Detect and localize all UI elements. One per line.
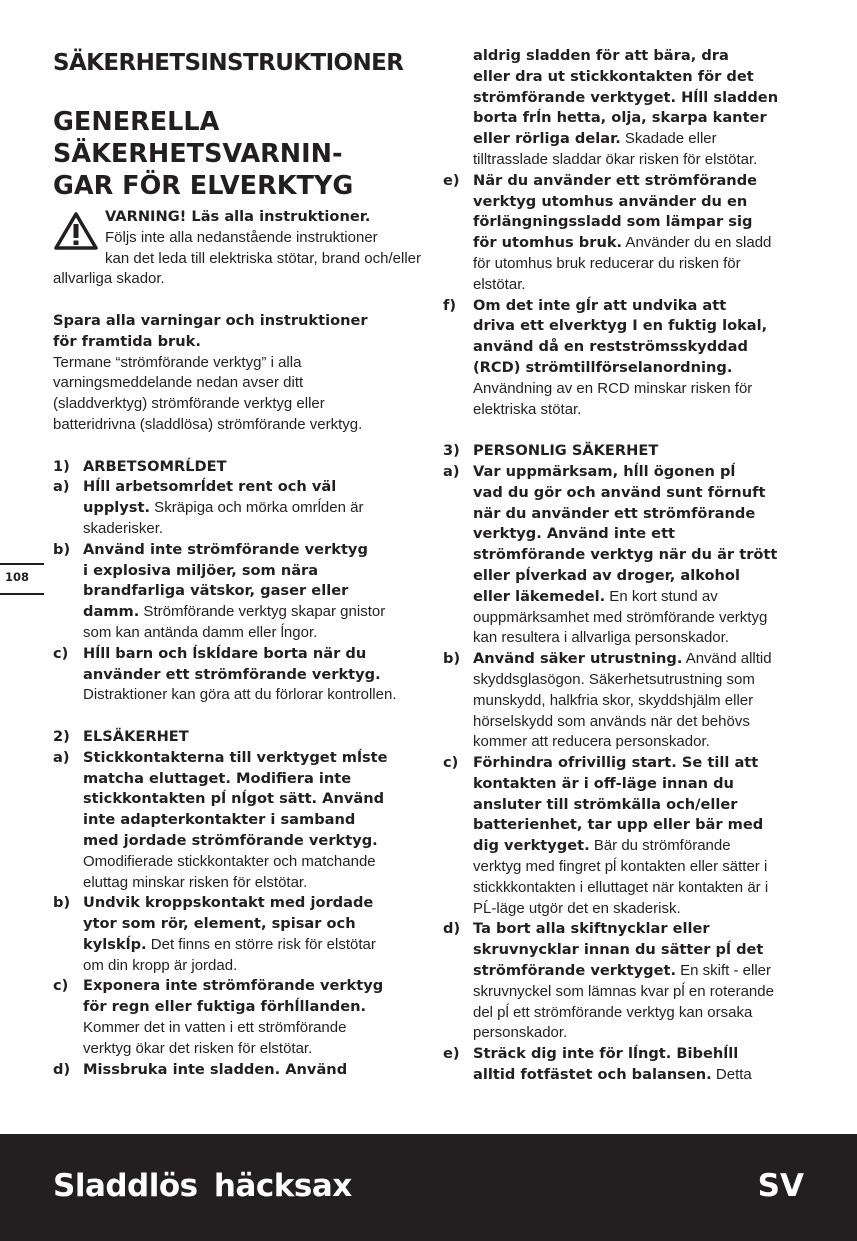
save-text: batteridrivna (sladdlösa) strömförande verktyg. <box>53 415 363 433</box>
item-bold: Exponera inte strömförande verktyg <box>83 977 384 995</box>
item-bold: eller läkemedel. <box>473 587 606 605</box>
item-label: d) <box>53 1060 71 1078</box>
footer-bar <box>0 1134 857 1241</box>
item-text: Använd alltid <box>682 650 772 668</box>
item-bold: matcha eluttaget. Modifiera inte <box>83 769 352 787</box>
list-item <box>443 296 805 421</box>
item-bold: eller pĺverkad av droger, alkohol <box>473 566 740 584</box>
main-heading <box>53 106 421 202</box>
save-instructions <box>53 311 421 436</box>
heading-line: GAR FÖR ELVERKTYG <box>53 171 354 201</box>
section-heading-text: ARBETSOMRĹDET <box>83 457 227 475</box>
item-text: kommer att reducera personskador. <box>473 733 710 751</box>
item-bold: När du använder ett strömförande <box>473 171 758 189</box>
item-bold: med jordade strömförande verktyg. <box>83 831 378 849</box>
divider <box>0 563 44 565</box>
item-bold: strömförande verktyg när du är trött <box>473 546 778 564</box>
warning-triangle-icon <box>53 211 99 251</box>
item-bold: Stickkontakterna till verktyget mĺste <box>83 748 388 766</box>
page-number-tab <box>0 563 44 595</box>
item-bold: (RCD) strömtillförselanordning. <box>473 358 733 376</box>
item-text: stickkkontakten i elluttaget när kontakten är i <box>473 878 769 896</box>
item-bold: strömförande verktyget. <box>473 962 676 980</box>
item-text: eluttag minskar risken för elstötar. <box>83 873 308 891</box>
item-text: Skadade eller <box>620 130 717 148</box>
item-text: hörselskydd som används när det behövs <box>473 712 750 730</box>
item-text: del pĺ ett strömförande verktyg kan orsaka <box>473 1003 753 1021</box>
item-label: d) <box>443 920 461 938</box>
item-bold: inte adapterkontakter i samband <box>83 811 356 829</box>
item-label: b) <box>443 650 461 668</box>
list-item <box>53 644 421 706</box>
item-bold: eller dra ut stickkontakten för det <box>473 67 754 85</box>
section-heading-text: ELSÄKERHET <box>83 727 189 745</box>
item-text: Det finns en större risk för elstötar <box>146 935 376 953</box>
item-text: skyddsglasögon. Säkerhetsutrustning som <box>473 670 755 688</box>
item-text: Strömförande verktyg skapar gnistor <box>139 603 386 621</box>
item-bold: Ta bort alla skiftnycklar eller <box>473 920 710 938</box>
item-text: Distraktioner kan göra att du förlorar kontrollen. <box>83 686 397 704</box>
warning-text: allvarliga skador. <box>53 270 165 288</box>
item-bold: Undvik kroppskontakt med jordade <box>83 894 374 912</box>
item-bold: strömförande verktyget. Hĺll sladden <box>473 88 779 106</box>
list-item <box>443 1044 805 1086</box>
section-heading-text: PERSONLIG SÄKERHET <box>473 442 659 460</box>
item-text: skruvnyckel som lämnas kvar pĺ en roterande <box>473 982 774 1000</box>
item-text: elstötar. <box>473 275 526 293</box>
item-text: om din kropp är jordad. <box>83 956 238 974</box>
item-bold: i explosiva miljöer, som nära <box>83 561 319 579</box>
item-bold: för utomhus bruk. <box>473 234 623 252</box>
item-label: c) <box>53 644 69 662</box>
section-title: SÄKERHETSINSTRUKTIONER <box>53 50 404 76</box>
save-text: (sladdverktyg) strömförande verktyg eller <box>53 395 325 413</box>
item-text: verktyg ökar det risken för elstötar. <box>83 1039 313 1057</box>
section-heading <box>443 441 805 462</box>
item-text: ouppmärksamhet med strömförande verktyg <box>473 608 768 626</box>
item-bold: skruvnycklar innan du sätter pĺ det <box>473 941 764 959</box>
item-text: kan resultera i allvarliga personskador. <box>473 629 729 647</box>
list-item <box>443 171 805 296</box>
item-label: b) <box>53 894 71 912</box>
item-bold: använd då en restströmsskyddad <box>473 338 748 356</box>
item-bold: aldrig sladden för att bära, dra <box>473 47 729 64</box>
warning-block <box>53 207 421 290</box>
item-bold: Använd säker utrustning. <box>473 650 683 668</box>
item-text: Kommer det in vatten i ett strömförande <box>83 1019 347 1037</box>
list-item <box>53 893 421 976</box>
item-label: f) <box>443 296 457 314</box>
item-bold: borta frĺn hetta, olja, skarpa kanter <box>473 109 767 127</box>
item-bold: när du använder ett strömförande <box>473 504 756 522</box>
item-text: verktyg med fingret pĺ kontakten eller sätter i <box>473 858 768 876</box>
warning-text: kan det leda till elektriska stötar, brand och/eller <box>105 249 422 267</box>
item-bold: Förhindra ofrivillig start. Se till att <box>473 754 759 772</box>
save-bold: Spara alla varningar och instruktioner <box>53 311 368 329</box>
item-text: för utomhus bruk reducerar du risken för <box>473 254 741 272</box>
item-bold: batterienhet, tar upp eller bär med <box>473 816 764 834</box>
list-item <box>53 1060 421 1081</box>
right-column <box>443 46 805 1086</box>
item-text: tilltrasslade sladdar ökar risken för elstötar. <box>473 150 758 168</box>
item-bold: Använd inte strömförande verktyg <box>83 540 368 558</box>
language-code: SV <box>757 1168 804 1204</box>
item-text: PĹ-läge utgör det en skaderisk. <box>473 899 681 917</box>
item-bold: Var uppmärksam, hĺll ögonen pĺ <box>473 462 736 480</box>
item-label: c) <box>53 977 69 995</box>
item-text: skaderisker. <box>83 519 164 537</box>
page-number: 108 <box>4 570 29 584</box>
item-bold: för regn eller fuktiga förhĺllanden. <box>83 998 367 1016</box>
item-label: a) <box>53 748 70 766</box>
item-text: Omodifierade stickkontakter och matchande <box>83 852 376 870</box>
list-item-continued <box>443 46 805 171</box>
item-bold: alltid fotfästet och balansen. <box>473 1066 712 1084</box>
item-bold: Missbruka inte sladden. Använd <box>83 1060 348 1078</box>
item-text: elektriska stötar. <box>473 400 582 418</box>
item-bold: ytor som rör, element, spisar och <box>83 915 356 933</box>
list-item <box>443 462 805 649</box>
warning-text: Följs inte alla nedanstående instruktioner <box>105 228 378 246</box>
save-text: Termane “strömförande verktyg” i alla <box>53 353 302 371</box>
save-bold: för framtida bruk. <box>53 332 201 350</box>
item-bold: kylskĺp. <box>83 935 147 953</box>
item-label: e) <box>443 171 460 189</box>
left-column <box>53 46 421 1080</box>
heading-line: SÄKERHETSVARNIN- <box>53 139 343 169</box>
item-text: En kort stund av <box>605 587 718 605</box>
item-bold: Hĺll arbetsomrĺdet rent och väl <box>83 478 337 496</box>
item-bold: dig verktyget. <box>473 837 590 855</box>
item-bold: stickkontakten pĺ nĺgot sätt. Använd <box>83 790 385 808</box>
item-text: som kan antända damm eller ĺngor. <box>83 623 318 641</box>
item-bold: damm. <box>83 603 140 621</box>
section-number: 1) <box>53 457 70 475</box>
warning-bold: VARNING! Läs alla instruktioner. <box>105 208 371 225</box>
item-bold: upplyst. <box>83 499 151 517</box>
item-label: c) <box>443 754 459 772</box>
list-item <box>443 753 805 919</box>
section-heading <box>53 727 421 748</box>
section-number: 3) <box>443 442 460 460</box>
list-item <box>53 976 421 1059</box>
divider <box>0 593 44 595</box>
item-bold: ansluter till strömkälla och/eller <box>473 795 738 813</box>
item-bold: använder ett strömförande verktyg. <box>83 665 381 683</box>
list-item <box>53 748 421 894</box>
item-bold: kontakten är i off-läge innan du <box>473 774 734 792</box>
section-number: 2) <box>53 727 70 745</box>
item-bold: vad du gör och använd sunt förnuft <box>473 483 766 501</box>
list-item <box>53 540 421 644</box>
section-heading <box>53 457 421 478</box>
list-item <box>53 477 421 539</box>
item-bold: verktyg utomhus använder du en <box>473 192 748 210</box>
item-bold: verktyg. Använd inte ett <box>473 525 676 543</box>
product-title: Sladdlös häcksax <box>53 1168 352 1204</box>
item-bold: driva ett elverktyg I en fuktig lokal, <box>473 317 768 335</box>
list-item <box>443 919 805 1044</box>
item-text: Använder du en sladd <box>622 234 772 252</box>
item-label: e) <box>443 1045 460 1063</box>
heading-line: GENERELLA <box>53 107 220 137</box>
save-text: varningsmeddelande nedan avser ditt <box>53 374 304 392</box>
item-label: a) <box>53 478 70 496</box>
item-bold: Sträck dig inte för lĺngt. Bibehĺll <box>473 1045 739 1063</box>
item-text: Skräpiga och mörka omrĺden är <box>150 499 364 517</box>
item-bold: Hĺll barn och ĺskĺdare borta när du <box>83 644 367 662</box>
item-text: Användning av en RCD minskar risken för <box>473 379 753 397</box>
item-text: personskador. <box>473 1024 568 1042</box>
item-bold: eller rörliga delar. <box>473 130 621 148</box>
item-text: En skift - eller <box>676 962 772 980</box>
item-label: a) <box>443 462 460 480</box>
item-text: Detta <box>711 1066 752 1084</box>
item-label: b) <box>53 540 71 558</box>
item-bold: Om det inte gĺr att undvika att <box>473 296 727 314</box>
item-text: munskydd, halkfria skor, skyddshjälm eller <box>473 691 754 709</box>
item-bold: förlängningssladd som lämpar sig <box>473 213 753 231</box>
item-bold: brandfarliga vätskor, gaser eller <box>83 582 349 600</box>
list-item <box>443 649 805 753</box>
item-text: Bär du strömförande <box>589 837 731 855</box>
